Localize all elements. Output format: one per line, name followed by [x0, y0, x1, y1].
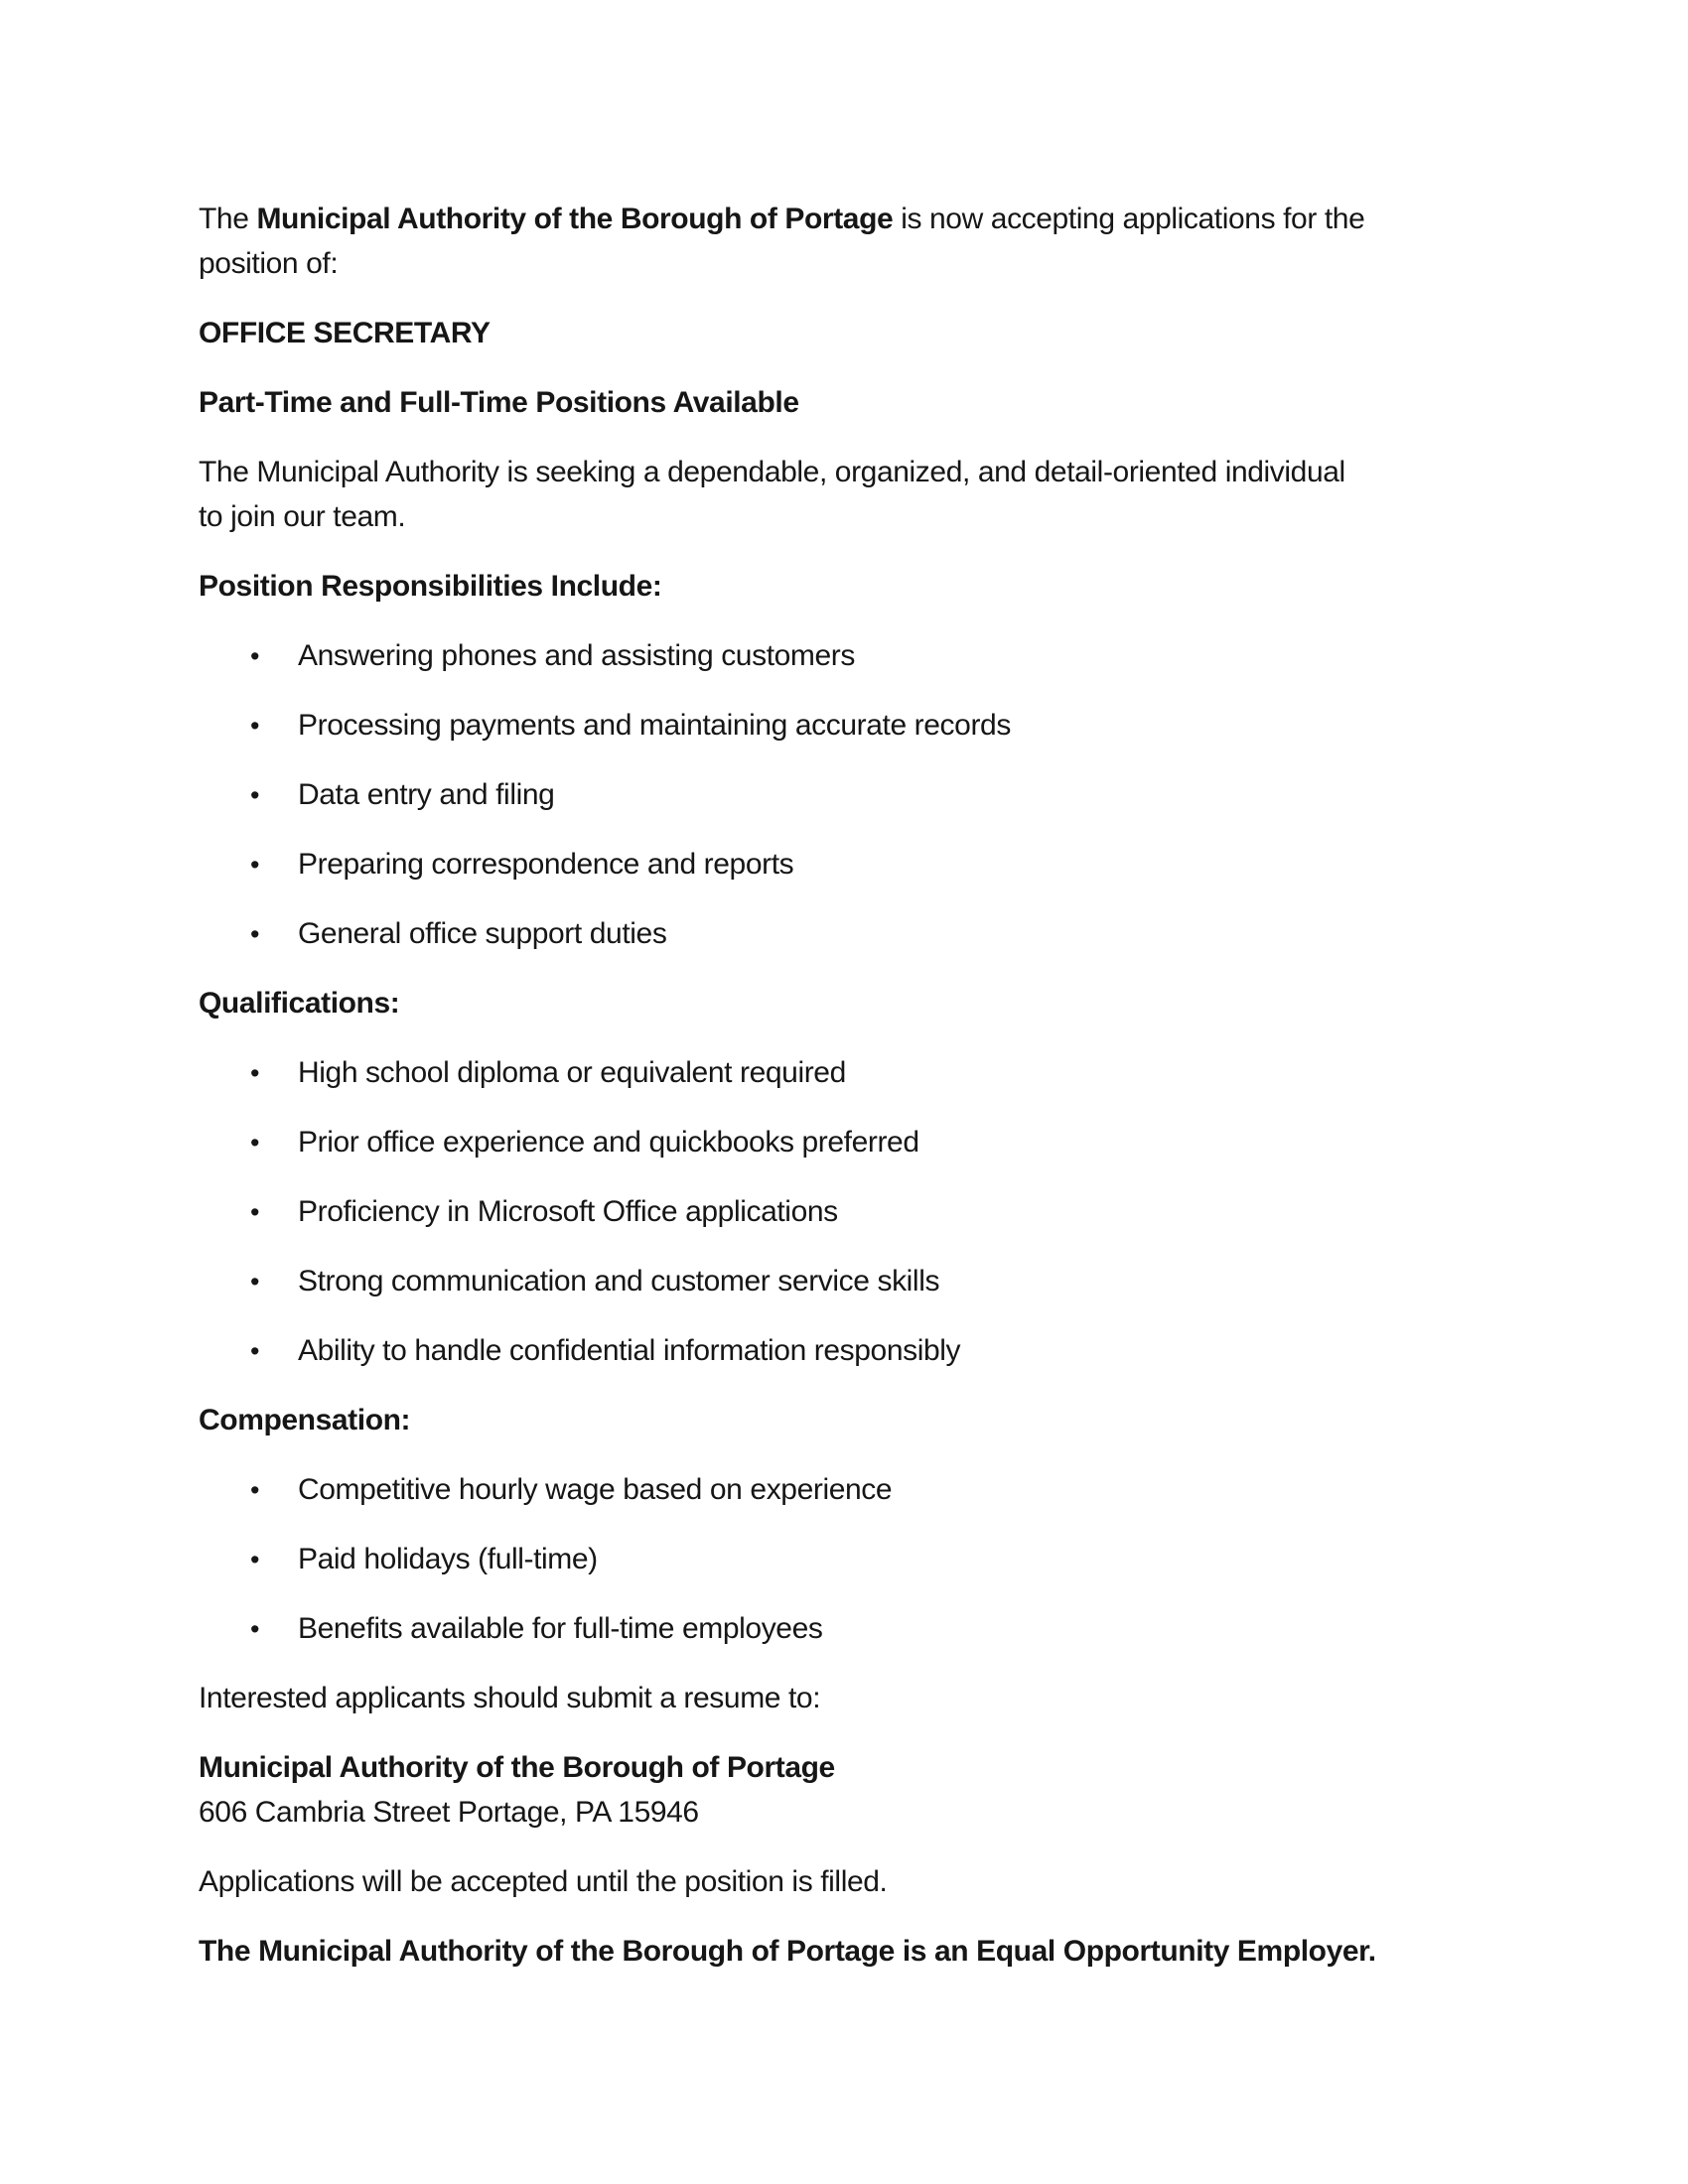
- text-run: The Municipal Authority is seeking a dependable, organized, and detail-oriented individual: [199, 456, 1345, 488]
- text-run: to join our team.: [199, 500, 406, 533]
- bullet-marker: •: [250, 850, 260, 880]
- bullet-marker: •: [250, 1545, 260, 1574]
- text-line: [298, 772, 1489, 817]
- text-line: [298, 842, 1489, 887]
- bold-text-run: Position Responsibilities Include:: [199, 570, 662, 603]
- bold-text-run: The Municipal Authority of the Borough of Portage is an Equal Opportunity Employer.: [199, 1935, 1376, 1968]
- text-run: Answering phones and assisting customers: [298, 639, 855, 672]
- text-run: Competitive hourly wage based on experience: [298, 1473, 893, 1506]
- text-line: [298, 911, 1489, 956]
- text-line: [199, 1745, 1489, 1790]
- compensation-item-wage: [199, 1467, 1489, 1512]
- compensation-item-holidays: [199, 1537, 1489, 1581]
- text-run: 606 Cambria Street Portage, PA 15946: [199, 1796, 699, 1829]
- bullet-marker: •: [250, 1128, 260, 1158]
- responsibility-item-data-entry: [199, 772, 1489, 817]
- text-line: [199, 1859, 1489, 1904]
- text-line: [298, 1467, 1489, 1512]
- text-run: position of:: [199, 247, 339, 280]
- qualification-item-diploma: [199, 1050, 1489, 1095]
- text-line: [199, 380, 1489, 425]
- bullet-marker: •: [250, 1197, 260, 1227]
- bold-text-run: Compensation:: [199, 1404, 411, 1436]
- bullet-marker: •: [250, 919, 260, 949]
- text-line: [199, 1398, 1489, 1442]
- address-block: [199, 1745, 1489, 1835]
- bullet-marker: •: [250, 641, 260, 671]
- submit-resume-paragraph: [199, 1676, 1489, 1720]
- job-title-heading: [199, 311, 1489, 355]
- text-run: Processing payments and maintaining accurate records: [298, 709, 1011, 742]
- responsibility-item-phones: [199, 633, 1489, 678]
- text-line: [199, 564, 1489, 609]
- bold-text-run: Qualifications:: [199, 987, 400, 1020]
- equal-opportunity-paragraph: [199, 1929, 1489, 1974]
- text-run: Proficiency in Microsoft Office applications: [298, 1195, 838, 1228]
- qualification-item-communication: [199, 1259, 1489, 1303]
- text-line: [298, 703, 1489, 748]
- bullet-marker: •: [250, 1267, 260, 1297]
- bullet-marker: •: [250, 780, 260, 810]
- text-line: [298, 1189, 1489, 1234]
- text-line: [199, 241, 1489, 286]
- text-line: [298, 1606, 1489, 1651]
- text-run: Paid holidays (full-time): [298, 1543, 598, 1575]
- bullet-marker: •: [250, 711, 260, 741]
- text-line: [298, 633, 1489, 678]
- deadline-paragraph: [199, 1859, 1489, 1904]
- text-run: High school diploma or equivalent required: [298, 1056, 846, 1089]
- text-line: [199, 981, 1489, 1025]
- text-run: Interested applicants should submit a resume to:: [199, 1682, 821, 1714]
- responsibility-item-office-support: [199, 911, 1489, 956]
- bold-text-run: Municipal Authority of the Borough of Portage: [199, 1751, 835, 1784]
- text-run: Ability to handle confidential information responsibly: [298, 1334, 961, 1367]
- text-line: [199, 311, 1489, 355]
- text-line: [199, 1676, 1489, 1720]
- bold-text-run: Municipal Authority of the Borough of Portage: [256, 203, 894, 235]
- text-run: Prior office experience and quickbooks preferred: [298, 1126, 919, 1159]
- text-run: is now accepting applications for the: [893, 203, 1365, 235]
- compensation-heading: [199, 1398, 1489, 1442]
- text-run: General office support duties: [298, 917, 667, 950]
- seeking-paragraph: [199, 450, 1489, 539]
- compensation-item-benefits: [199, 1606, 1489, 1651]
- text-line: [199, 197, 1489, 241]
- qualification-item-confidentiality: [199, 1328, 1489, 1373]
- text-line: [199, 1790, 1489, 1835]
- bold-text-run: OFFICE SECRETARY: [199, 317, 491, 349]
- text-line: [199, 494, 1489, 539]
- text-line: [298, 1328, 1489, 1373]
- responsibilities-heading: [199, 564, 1489, 609]
- text-run: Strong communication and customer service skills: [298, 1265, 940, 1297]
- bullet-marker: •: [250, 1058, 260, 1088]
- position-type-heading: [199, 380, 1489, 425]
- qualifications-heading: [199, 981, 1489, 1025]
- text-line: [199, 1929, 1489, 1974]
- qualification-item-microsoft-office: [199, 1189, 1489, 1234]
- bold-text-run: Part-Time and Full-Time Positions Available: [199, 386, 799, 419]
- bullet-marker: •: [250, 1336, 260, 1366]
- text-run: The: [199, 203, 257, 235]
- bullet-marker: •: [250, 1614, 260, 1644]
- text-line: [298, 1259, 1489, 1303]
- qualification-item-experience: [199, 1120, 1489, 1164]
- text-line: [298, 1120, 1489, 1164]
- bullet-marker: •: [250, 1475, 260, 1505]
- intro-paragraph: [199, 197, 1489, 286]
- text-run: Data entry and filing: [298, 778, 555, 811]
- text-line: [199, 450, 1489, 494]
- text-line: [298, 1050, 1489, 1095]
- responsibility-item-payments: [199, 703, 1489, 748]
- text-run: Applications will be accepted until the position is filled.: [199, 1865, 888, 1898]
- text-line: [298, 1537, 1489, 1581]
- text-run: Benefits available for full-time employees: [298, 1612, 823, 1645]
- responsibility-item-correspondence: [199, 842, 1489, 887]
- text-run: Preparing correspondence and reports: [298, 848, 794, 881]
- document-content: [199, 197, 1489, 1998]
